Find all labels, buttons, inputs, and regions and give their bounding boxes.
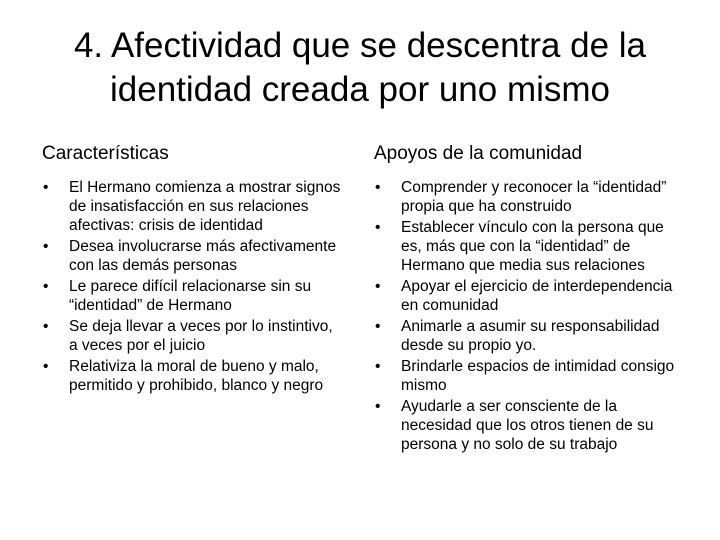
list-item [42, 317, 342, 355]
list-item-text: Comprender y reconocer la “identidad” propia que ha construido [401, 179, 667, 215]
slide-title-line-1: 4. Afectividad que se descentra de la [73, 26, 647, 65]
list-item [42, 178, 342, 235]
community-support-list [374, 178, 679, 454]
list-item [374, 277, 679, 315]
bullet-icon: • [43, 179, 49, 196]
list-item [374, 178, 679, 216]
community-support-column [374, 142, 679, 456]
list-item-text: Apoyar el ejercicio de interdependencia en comunidad [401, 278, 673, 314]
characteristics-column [42, 142, 342, 397]
bullet-icon: • [375, 219, 381, 236]
bullet-icon: • [43, 318, 49, 335]
bullet-icon: • [375, 358, 381, 375]
bullet-icon: • [375, 398, 381, 415]
list-item-text: Relativiza la moral de bueno y malo, permitido y prohibido, blanco y negro [69, 358, 324, 394]
list-item-text: Se deja llevar a veces por lo instintivo, a veces por el juicio [69, 318, 333, 354]
list-item [374, 397, 679, 454]
list-item-text: Ayudarle a ser consciente de la necesidad que los otros tienen de su persona y no solo de su trabajo [401, 398, 654, 453]
bullet-icon: • [375, 278, 381, 295]
characteristics-list [42, 178, 342, 395]
list-item [42, 237, 342, 275]
list-item-text: Establecer vínculo con la persona que es, más que con la “identidad” de Hermano que media sus relaciones [401, 219, 664, 274]
list-item [374, 357, 679, 395]
bullet-icon: • [43, 358, 49, 375]
list-item [42, 357, 342, 395]
list-item [374, 218, 679, 275]
list-item-text: Le parece difícil relacionarse sin su “identidad” de Hermano [69, 278, 312, 314]
list-item [374, 317, 679, 355]
bullet-icon: • [375, 179, 381, 196]
bullet-icon: • [43, 238, 49, 255]
community-support-heading: Apoyos de la comunidad [374, 143, 583, 164]
list-item-text: Animarle a asumir su responsabilidad desde su propio yo. [401, 318, 660, 354]
characteristics-heading: Características [42, 143, 169, 164]
list-item-text: El Hermano comienza a mostrar signos de insatisfacción en sus relaciones afectivas: crisis de identidad [69, 179, 341, 234]
list-item-text: Desea involucrarse más afectivamente con las demás personas [69, 238, 337, 274]
slide-title [30, 24, 690, 112]
list-item [42, 277, 342, 315]
slide-title-line-2: identidad creada por uno mismo [109, 70, 610, 109]
bullet-icon: • [375, 318, 381, 335]
list-item-text: Brindarle espacios de intimidad consigo mismo [401, 358, 675, 394]
bullet-icon: • [43, 278, 49, 295]
